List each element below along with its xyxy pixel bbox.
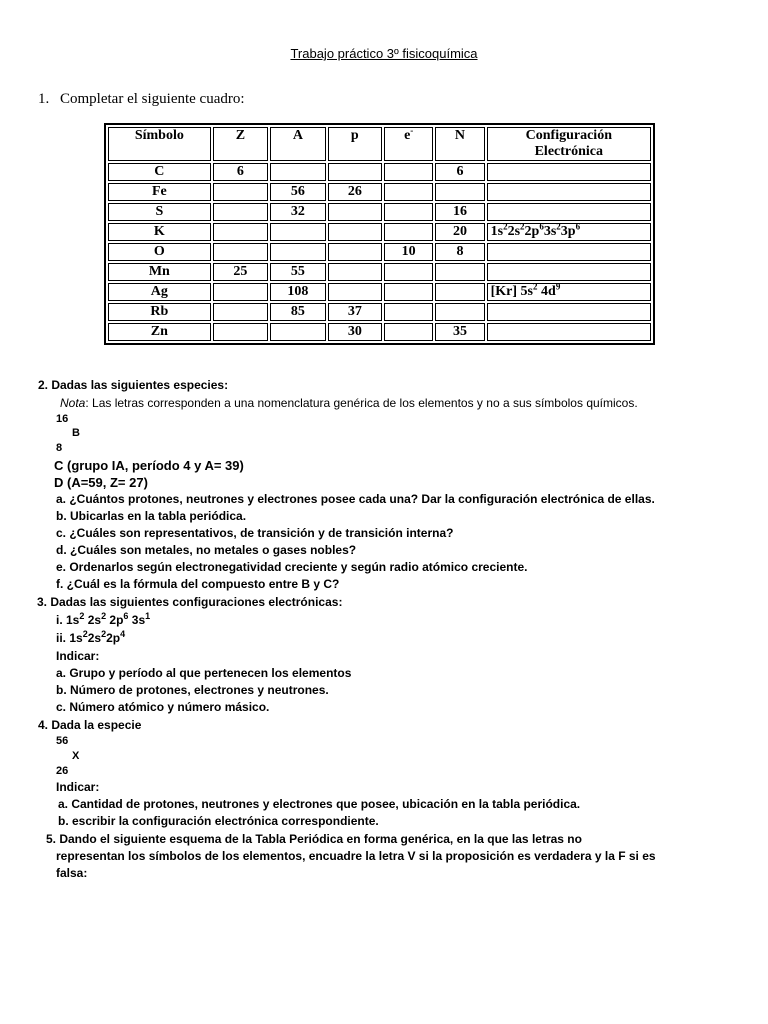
cell-e	[384, 163, 433, 181]
cell-a: 56	[270, 183, 325, 201]
table-header-row	[108, 127, 651, 161]
question-2-note	[60, 396, 638, 410]
cell-p	[328, 223, 382, 241]
cell-z: 25	[213, 263, 268, 281]
question-1-number: 1.	[38, 91, 50, 107]
cell-n	[435, 283, 484, 301]
cell-e	[384, 223, 433, 241]
cell-e	[384, 263, 433, 281]
cell-e	[384, 183, 433, 201]
question-4-item-a: a. Cantidad de protones, neutrones y electrones que posee, ubicación en la tabla periódica.	[58, 797, 581, 811]
species-d: D (A=59, Z= 27)	[54, 475, 148, 490]
question-2-item-b: b. Ubicarlas en la tabla periódica.	[56, 509, 247, 523]
header-e-letter: e	[404, 128, 411, 143]
table-row	[108, 203, 651, 221]
cell-config	[487, 163, 651, 181]
header-config-line1: Configuración	[525, 128, 612, 143]
header-z: Z	[213, 127, 268, 161]
question-4-heading: 4. Dada la especie	[38, 718, 142, 732]
cell-e: 10	[384, 243, 433, 261]
cell-n	[435, 303, 484, 321]
question-3-item-a: a. Grupo y período al que pertenecen los elementos	[56, 666, 352, 680]
cell-config-k: $1s^22s^22p^63s^23p^6$	[487, 223, 651, 241]
question-2-item-f: f. ¿Cuál es la fórmula del compuesto entre B y C?	[56, 577, 340, 591]
cell-symbol: K	[108, 223, 211, 241]
table-row	[108, 243, 651, 261]
cell-p	[328, 283, 382, 301]
cell-e	[384, 303, 433, 321]
cell-z	[213, 323, 268, 341]
cell-z: 6	[213, 163, 268, 181]
header-a: A	[270, 127, 325, 161]
header-p: p	[328, 127, 382, 161]
cell-p	[328, 243, 382, 261]
question-2-item-a: a. ¿Cuántos protones, neutrones y electrones posee cada una? Dar la configuración electrónica de ellas.	[56, 492, 655, 506]
cell-n: 16	[435, 203, 484, 221]
header-symbol: Símbolo	[108, 127, 211, 161]
species-x-atomic: 26	[56, 765, 69, 777]
question-3-item-b: b. Número de protones, electrones y neutrones.	[56, 683, 329, 697]
question-3-item-c: c. Número atómico y número másico.	[56, 700, 270, 714]
table-row	[108, 223, 651, 241]
table-row	[108, 323, 651, 341]
cell-z	[213, 183, 268, 201]
table-row	[108, 303, 651, 321]
cell-symbol: C	[108, 163, 211, 181]
cell-a: 85	[270, 303, 325, 321]
cell-p	[328, 203, 382, 221]
cell-p: 26	[328, 183, 382, 201]
cell-p: 30	[328, 323, 382, 341]
element-table	[104, 123, 655, 345]
question-3-indicar: Indicar:	[56, 649, 100, 663]
cell-n: 20	[435, 223, 484, 241]
cell-config	[487, 243, 651, 261]
header-e	[384, 127, 433, 161]
cell-symbol: Mn	[108, 263, 211, 281]
question-4-indicar: Indicar:	[56, 780, 100, 794]
cell-a: 32	[270, 203, 325, 221]
question-2-item-e: e. Ordenarlos según electronegatividad creciente y según radio atómico creciente.	[56, 560, 528, 574]
cell-a	[270, 323, 325, 341]
cell-config	[487, 183, 651, 201]
note-label: Nota	[60, 396, 86, 410]
cell-symbol: Zn	[108, 323, 211, 341]
cell-n	[435, 183, 484, 201]
cell-symbol: S	[108, 203, 211, 221]
cell-z	[213, 203, 268, 221]
species-b-letter: B	[72, 427, 80, 439]
question-5-line-3: falsa:	[56, 866, 88, 880]
question-3-heading: 3. Dadas las siguientes configuraciones electrónicas:	[37, 595, 343, 609]
species-b-atomic: 8	[56, 442, 63, 454]
cell-config	[487, 323, 651, 341]
cell-n: 35	[435, 323, 484, 341]
question-5-line-2: representan los símbolos de los elementos, encuadre la letra V si la proposición es verdadera y la F si es	[56, 849, 656, 863]
cell-p	[328, 163, 382, 181]
question-1-text: Completar el siguiente cuadro:	[60, 91, 245, 107]
cell-e	[384, 323, 433, 341]
table-row	[108, 263, 651, 281]
cell-a	[270, 223, 325, 241]
table-row	[108, 183, 651, 201]
cell-symbol: Fe	[108, 183, 211, 201]
cell-config	[487, 263, 651, 281]
cell-n: 6	[435, 163, 484, 181]
cell-symbol: Ag	[108, 283, 211, 301]
cell-config	[487, 303, 651, 321]
question-1	[38, 91, 245, 108]
question-5-line-1: 5. Dando el siguiente esquema de la Tabla Periódica en forma genérica, en la que las letras no	[46, 832, 582, 846]
cell-symbol: O	[108, 243, 211, 261]
cell-z	[213, 283, 268, 301]
cell-config-ag: [Kr] $5s^2$ $4d^9$	[487, 283, 651, 301]
cell-config	[487, 203, 651, 221]
header-e-sup: -	[410, 125, 414, 136]
species-x-mass: 56	[56, 735, 69, 747]
question-2-item-c: c. ¿Cuáles son representativos, de transición y de transición interna?	[56, 526, 454, 540]
cell-z	[213, 243, 268, 261]
species-c: C (grupo IA, período 4 y A= 39)	[54, 458, 244, 473]
cell-a: 55	[270, 263, 325, 281]
question-2-heading: 2. Dadas las siguientes especies:	[38, 378, 229, 392]
cell-symbol: Rb	[108, 303, 211, 321]
config-i: i. $1s^2$ $2s^2$ $2p^6$ $3s^1$	[56, 611, 151, 627]
cell-n: 8	[435, 243, 484, 261]
species-b-mass: 16	[56, 413, 69, 425]
header-n: N	[435, 127, 484, 161]
cell-z	[213, 223, 268, 241]
cell-p: 37	[328, 303, 382, 321]
table-row	[108, 283, 651, 301]
cell-n	[435, 263, 484, 281]
cell-a	[270, 163, 325, 181]
species-x-letter: X	[72, 750, 80, 762]
cell-p	[328, 263, 382, 281]
note-text: : Las letras corresponden a una nomenclatura genérica de los elementos y no a sus símbolos químicos.	[85, 396, 638, 410]
cell-e	[384, 203, 433, 221]
header-config	[487, 127, 651, 161]
question-2-item-d: d. ¿Cuáles son metales, no metales o gases nobles?	[56, 543, 357, 557]
table-row	[108, 163, 651, 181]
header-config-line2: Electrónica	[534, 144, 604, 159]
cell-a: 108	[270, 283, 325, 301]
cell-z	[213, 303, 268, 321]
cell-e	[384, 283, 433, 301]
cell-a	[270, 243, 325, 261]
document-title: Trabajo práctico 3º fisicoquímica	[290, 46, 478, 61]
question-4-item-b: b. escribir la configuración electrónica correspondiente.	[58, 814, 379, 828]
config-ii: ii. $1s^22s^22p^4$	[56, 629, 126, 645]
